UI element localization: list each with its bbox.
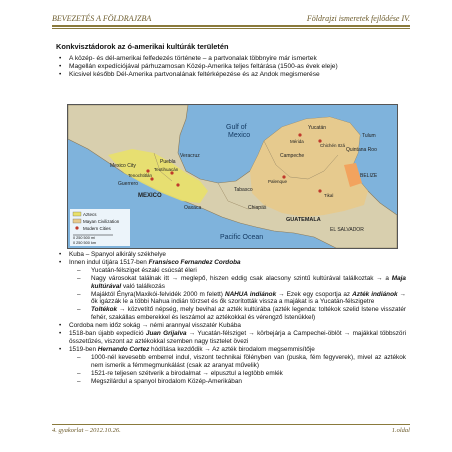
footer-left: 4. gyakorlat – 2012.10.26. [52,427,121,434]
mesoamerica-map [67,104,398,249]
scale-km: 0 250 500 km [73,241,97,245]
bullet-item [56,330,406,346]
sub-bullet-item: – Toltékok → közvetítő népség, mely bevihal az azték kultúrába (azték legenda: toltékok szelid Istene visszatér fehér, szakállas emberekkel és leszámol az aztékokkal és vérengző Istenükkel) [69,306,406,322]
label-tabasco: Tabasco [234,187,253,193]
label-quintana: Quintana Roo [346,147,377,153]
label-chiapas: Chiapas [248,205,267,211]
footer-rule [52,424,410,425]
intro-list [56,55,410,80]
legend-label: Aztecs [83,212,97,217]
label-pacific: Pacific Ocean [220,234,264,241]
sub-bullet-item: – Yucatán-félsziget északi csúcsát éleri [69,267,406,275]
label-mexico: MEXICO [138,193,162,199]
header-rule [52,25,410,27]
intro-item: • Kicsivel később Dél-Amerika partvonalának feltérképezése és az Andok megismerése [56,71,410,79]
bullet-item [56,346,406,386]
label-belize: BELIZE [360,173,378,179]
sub-bullet-item: – Nagy város​okat találnak itt → meglepő, hiszen eddig csak alacsony szintű kultúrával találkoztak → a Maja kultúrával való találkozás [69,275,406,291]
header-left: BEVEZETÉS A FÖLDRAJZBA [52,14,152,23]
footer-page-number: 1.oldal [391,427,410,434]
header-right: Földrajzi ismeretek fejlődése IV. [306,14,410,23]
map-legend [70,209,130,246]
legend-label: Mayan Civilization [83,219,120,224]
bullet-text: 1518-ban újabb expedíció Juan Grijalva → Yucatán-félsziget → körbejárja a Campechei-öblöt → majákkal többszöri összetűzés, viszont az aztékokkal szemben nagy tisztelet övezi [69,330,407,345]
label-chichen: Chichén Itzá [320,143,346,148]
bullet-item [56,322,406,330]
bullet-item [56,251,406,259]
label-merida: Mérida [290,139,304,144]
intro-item: • A közép- és dél-amerikai felfedezés története – a partvonalak többnyire már ismertek [56,55,410,63]
label-gulf2: Mexico [228,132,251,139]
label-tikal: Tikal [324,193,334,198]
label-veracruz: Veracruz [180,153,200,159]
bullet-text: Cordoba nem időz sokág → némi arannyal visszatér Kubába [69,322,241,330]
bullet-item [56,259,406,322]
sub-list [69,354,406,386]
scale-mi: 0 250 500 mi [73,236,95,240]
main-list [56,251,406,385]
sub-bullet-item: – 1000-nél kevesebb emberrel indul, viszont technikai fölényben van (puska, fém fegyverek), mivel az azték​ok nem ismerik a fémmegmunkálást (csak az aranyat művelik) [69,354,406,370]
label-gulf: Gulf of [226,124,247,131]
sub-bullet-item: – Majáktól Ényra(Maxikói-felvidék 2000 m felett) NAHUA indiánok → Ezek egy csoportja az Azték indiánok → ők igázzák le a többi Nahua indián törzset és ők szorították vissza a majákat is a Yucatán-félszigetre [69,291,406,307]
label-mexico-city: Mexico City [110,163,136,169]
label-guatemala: GUATEMALA [286,217,321,223]
bullet-text: Kuba – Spanyol alkirály székhelye [69,251,166,258]
label-puebla: Puebla [160,159,176,165]
bullet-text: 1519-ben Hernando Cortez hódítása kezdődik → Az azték birodalom megsemmisítője [69,345,315,353]
label-guerrero: Guerrero [118,181,139,187]
label-oaxaca: Oaxaca [184,205,202,211]
label-campeche: Campeche [280,153,305,159]
label-yucatan: Yucatán [308,125,327,131]
label-tulum: Tulum [362,133,376,139]
section-title: Konkvisztádorok az ó-amerikai kultúrák területén [56,42,229,51]
sub-bullet-item: – 1521-re teljesen szétverik a birodalmat → elpusztul a legtöbb emlék [69,370,406,378]
bullet-text: Innen indul útjára 1517-ben Fransisco Fernandez Cordoba [69,258,241,266]
intro-item: • Magellán expedíciójával párhuzamosan Közép-Amerika teljes feltárása (1500-as évek eleje) [56,63,410,71]
label-tenochtitlan: Tenochtitlán [128,173,153,178]
label-el-salvador: EL SALVADOR [330,227,364,233]
header-rule-thin [52,28,410,29]
label-teotihuacan: Teotihuacán [154,167,179,172]
sub-list [69,267,406,322]
legend-label: Modern Cities [83,226,111,231]
label-palenque: Palenque [268,179,288,184]
map-graphic [68,105,397,248]
sub-bullet-item: – Megszilárdul a spanyol birodalom Közép-Amerikában [69,378,406,386]
